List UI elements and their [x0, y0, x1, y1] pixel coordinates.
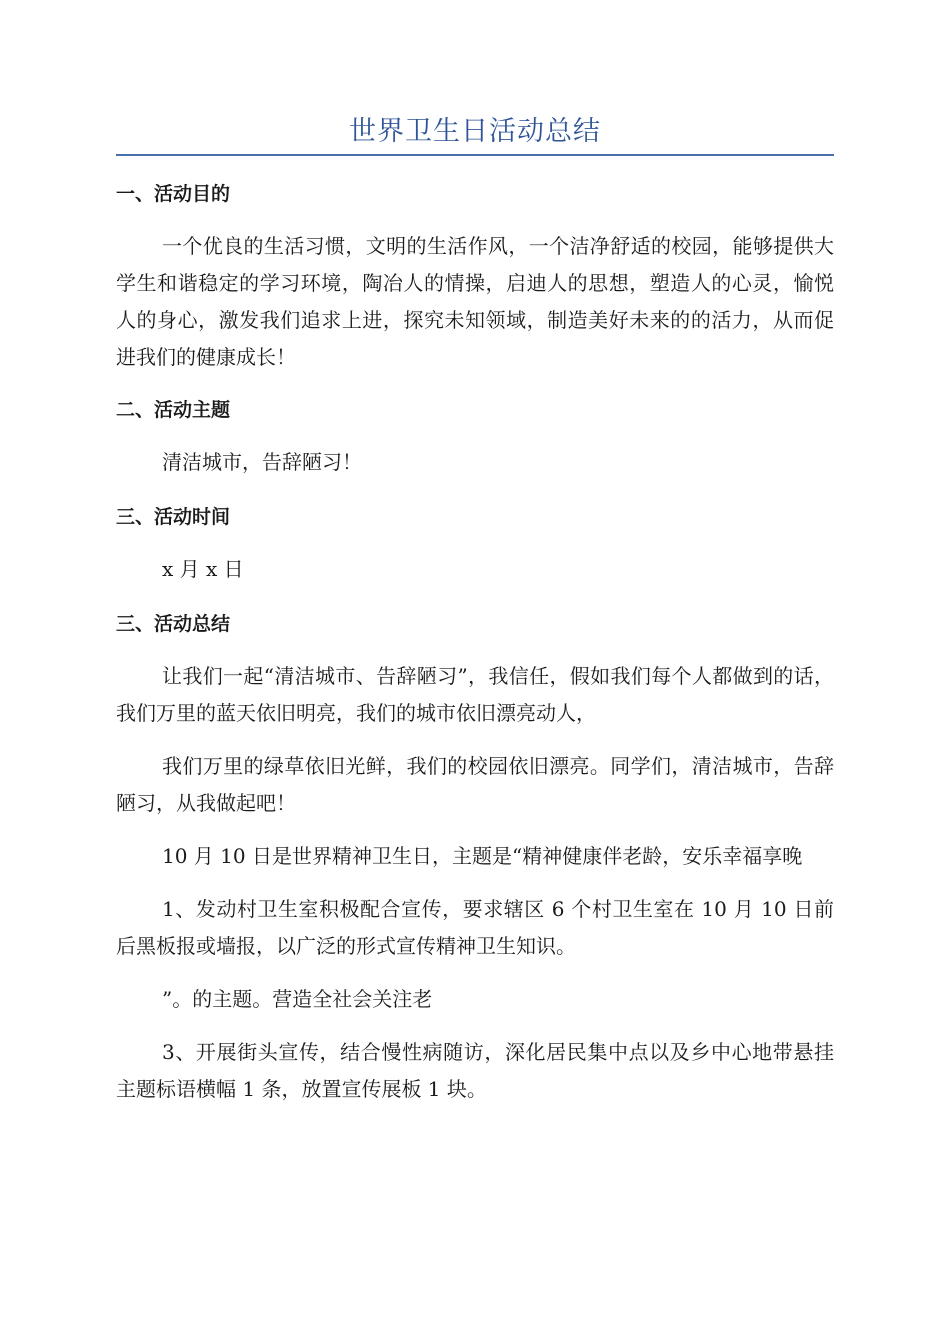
summary-paragraph-2: 我们万里的绿草依旧光鲜，我们的校园依旧漂亮。同学们，清洁城市，告辞陋习，从我做起吧！ [116, 754, 834, 815]
purpose-paragraph: 一个优良的生活习惯，文明的生活作风，一个洁净舒适的校园，能够提供大学生和谐稳定的学习环境，陶冶人的情操，启迪人的思想，塑造人的心灵，愉悦人的身心，激发我们追求上进，探究未知领域，制造美好未来的的活力，从而促进我们的健康成长！ [116, 234, 834, 369]
time-paragraph: x 月 x 日 [162, 557, 244, 581]
document-body [116, 176, 834, 1124]
summary-paragraph-6: 3、开展街头宣传，结合慢性病随访，深化居民集中点以及乡中心地带悬挂主题标语横幅 1 条，放置宣传展板 1 块。 [116, 1040, 834, 1101]
section-heading-purpose: 一、活动目的 [116, 183, 231, 205]
theme-paragraph: 清洁城市，告辞陋习！ [162, 450, 362, 474]
section-heading-summary: 三、活动总结 [116, 613, 231, 635]
summary-paragraph-1: 让我们一起“清洁城市、告辞陋习”，我信任，假如我们每个人都做到的话，我们万里的蓝天依旧明亮，我们的城市依旧漂亮动人， [116, 664, 834, 725]
section-heading-theme: 二、活动主题 [116, 399, 231, 421]
title-underline [116, 154, 834, 156]
document-title: 世界卫生日活动总结 [349, 116, 601, 147]
section-heading-time: 三、活动时间 [116, 506, 231, 528]
summary-paragraph-3: 10 月 10 日是世界精神卫生日，主题是“精神健康伴老龄，安乐幸福享晚 [162, 844, 803, 868]
summary-paragraph-4: 1、发动村卫生室积极配合宣传，要求辖区 6 个村卫生室在 10 月 10 日前后黑板报或墙报，以广泛的形式宣传精神卫生知识。 [116, 897, 834, 958]
summary-paragraph-5: ”。的主题。营造全社会关注老 [162, 987, 433, 1011]
